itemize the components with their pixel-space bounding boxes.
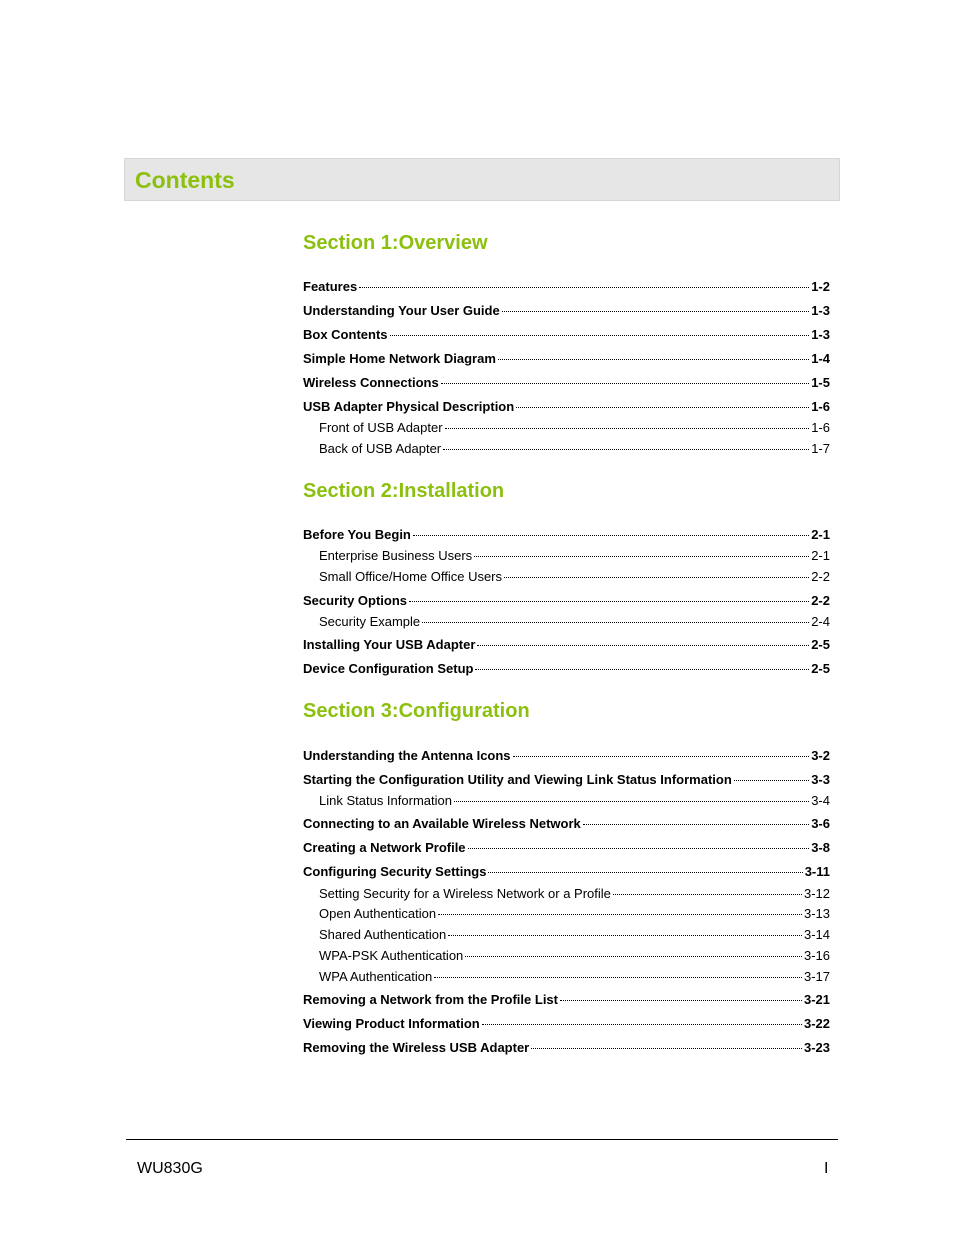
toc-entry[interactable]: Installing Your USB Adapter 2-5 xyxy=(303,637,830,652)
footer-divider xyxy=(126,1139,838,1140)
toc-subentry[interactable]: Link Status Information 3-4 xyxy=(319,793,830,808)
footer-page-number: I xyxy=(824,1160,829,1177)
contents-header-bar xyxy=(124,158,840,201)
toc-entry[interactable]: Removing the Wireless USB Adapter 3-23 xyxy=(303,1040,830,1055)
toc-entry[interactable]: Understanding Your User Guide 1-3 xyxy=(303,303,830,318)
toc-entry[interactable]: Box Contents 1-3 xyxy=(303,327,830,342)
toc-subentry[interactable]: Back of USB Adapter 1-7 xyxy=(319,441,830,456)
toc-entry[interactable]: Before You Begin 2-1 xyxy=(303,527,830,542)
toc-entry[interactable]: Features 1-2 xyxy=(303,279,830,294)
toc-subentry[interactable]: Front of USB Adapter 1-6 xyxy=(319,420,830,435)
page-title: Contents xyxy=(135,167,235,193)
toc-entry[interactable]: Connecting to an Available Wireless Network 3-6 xyxy=(303,816,830,831)
section-heading-installation: Section 2:Installation xyxy=(303,480,505,502)
toc-subentry[interactable]: WPA-PSK Authentication 3-16 xyxy=(319,948,830,963)
toc-subentry[interactable]: Security Example 2-4 xyxy=(319,614,830,629)
toc-subentry[interactable]: Open Authentication 3-13 xyxy=(319,906,830,921)
toc-subentry[interactable]: Shared Authentication 3-14 xyxy=(319,927,830,942)
toc-entry[interactable]: Simple Home Network Diagram 1-4 xyxy=(303,351,830,366)
toc-entry[interactable]: Creating a Network Profile 3-8 xyxy=(303,840,830,855)
toc-entry[interactable]: Understanding the Antenna Icons 3-2 xyxy=(303,748,830,763)
toc-subentry[interactable]: Setting Security for a Wireless Network or a Profile 3-12 xyxy=(319,886,830,901)
toc-entry[interactable]: USB Adapter Physical Description 1-6 xyxy=(303,399,830,414)
toc-entry[interactable]: Wireless Connections 1-5 xyxy=(303,375,830,390)
toc-entry[interactable]: Device Configuration Setup 2-5 xyxy=(303,661,830,676)
toc-entry[interactable]: Starting the Configuration Utility and Viewing Link Status Information 3-3 xyxy=(303,772,830,787)
toc-entry[interactable]: Configuring Security Settings 3-11 xyxy=(303,864,830,879)
toc-subentry[interactable]: Enterprise Business Users 2-1 xyxy=(319,548,830,563)
toc-entry[interactable]: Removing a Network from the Profile List 3-21 xyxy=(303,992,830,1007)
toc-entry[interactable]: Viewing Product Information 3-22 xyxy=(303,1016,830,1031)
toc-entry[interactable]: Security Options 2-2 xyxy=(303,593,830,608)
toc-subentry[interactable]: Small Office/Home Office Users 2-2 xyxy=(319,569,830,584)
footer-product-name: WU830G xyxy=(137,1160,203,1177)
section-heading-configuration: Section 3:Configuration xyxy=(303,700,530,722)
toc-subentry[interactable]: WPA Authentication 3-17 xyxy=(319,969,830,984)
section-heading-overview: Section 1:Overview xyxy=(303,232,488,254)
